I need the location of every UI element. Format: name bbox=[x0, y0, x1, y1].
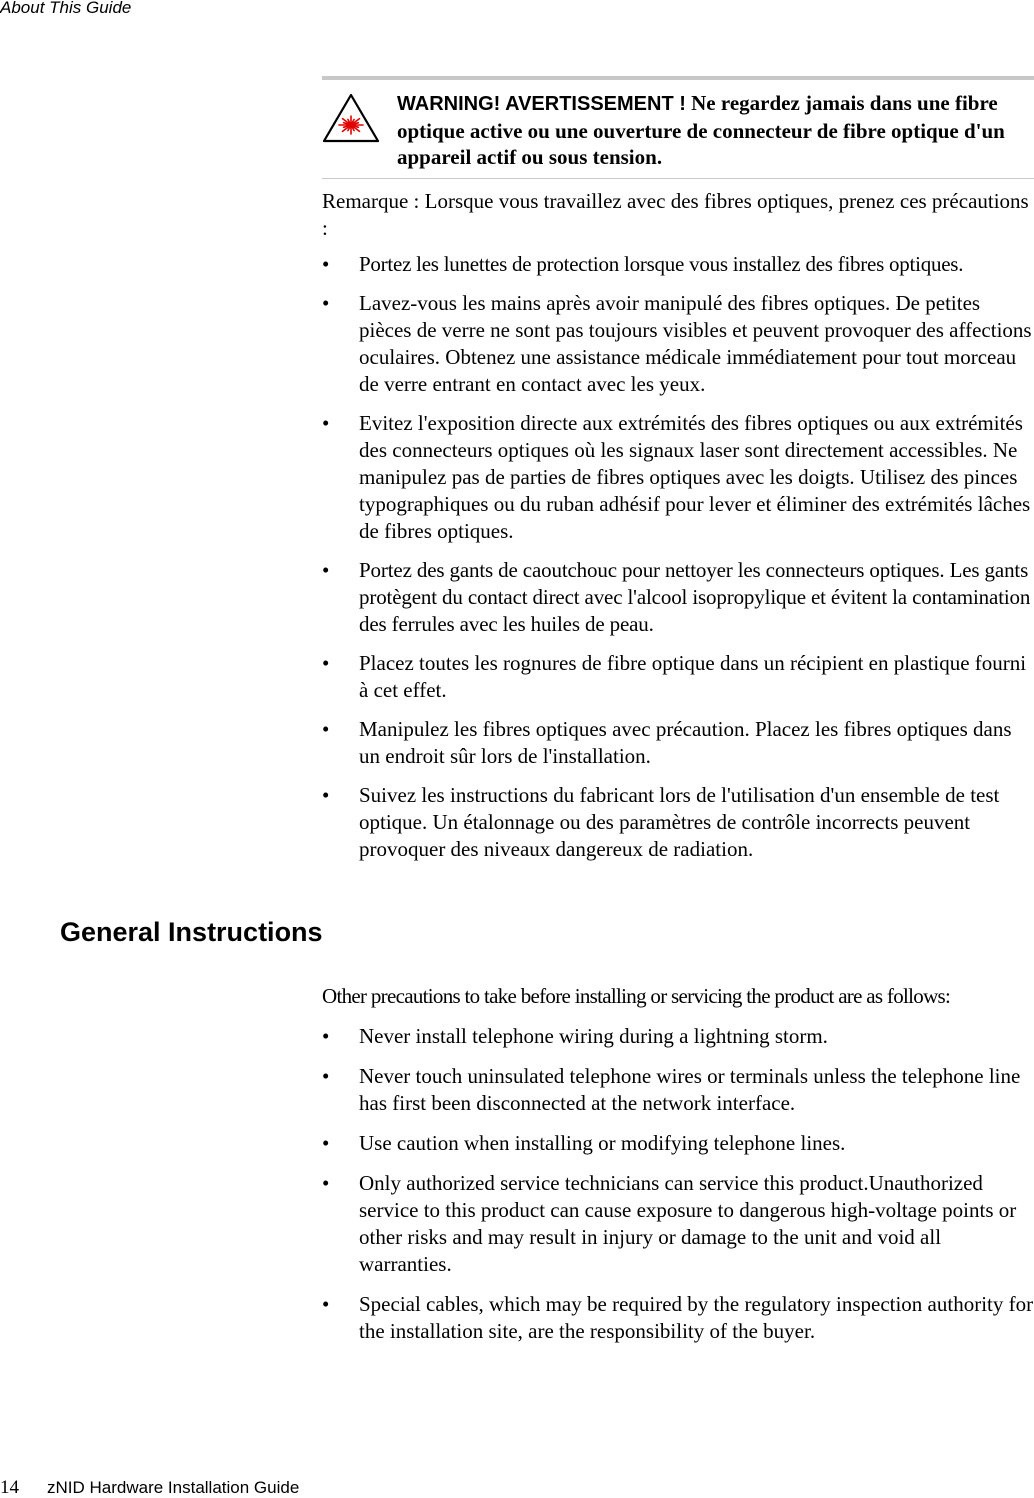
page-footer bbox=[0, 1477, 299, 1498]
bullet-icon: • bbox=[322, 1064, 330, 1088]
list-item-text: Special cables, which may be required by the regulatory inspection authority for the installation site, are the responsibility of the buyer. bbox=[359, 1292, 1034, 1343]
list-item bbox=[322, 557, 1034, 638]
french-precautions bbox=[322, 188, 1034, 863]
list-item bbox=[322, 1291, 1034, 1345]
french-intro: Remarque : Lorsque vous travaillez avec des fibres optiques, prenez ces précautions : bbox=[322, 189, 1029, 240]
list-item-text: Portez des gants de caoutchouc pour nettoyer les connecteurs optiques. Les gants protègent du contact direct avec l'alcool isopropylique et évitent la contamination des ferrules avec les huiles de peau. bbox=[359, 558, 1031, 636]
list-item-text: Evitez l'exposition directe aux extrémités des fibres optiques ou aux extrémités des connecteurs optiques où les signaux laser sont directement accessibles. Ne manipulez pas de parties de fibres optiques avec les doigts. Utilisez des pinces typographiques ou du ruban adhésif pour lever et éliminer des extrémités lâches de fibres optiques. bbox=[359, 411, 1031, 543]
list-item bbox=[322, 290, 1034, 398]
bullet-icon: • bbox=[322, 1292, 330, 1316]
list-item bbox=[322, 650, 1034, 704]
list-item-text: Never touch uninsulated telephone wires or terminals unless the telephone line has first been disconnected at the network interface. bbox=[359, 1064, 1021, 1115]
list-item-text: Never install telephone wiring during a lightning storm. bbox=[359, 1024, 828, 1048]
list-item-text: Only authorized service technicians can service this product.Unauthorized service to this product can cause exposure to dangerous high-voltage points or other risks and may result in injury or damage to the unit and void all warranties. bbox=[359, 1171, 1017, 1276]
page-number: 14 bbox=[0, 1477, 19, 1498]
guide-title: zNID Hardware Installation Guide bbox=[47, 1478, 300, 1497]
bullet-icon: • bbox=[322, 651, 330, 675]
general-precautions bbox=[322, 983, 1034, 1345]
bullet-icon: • bbox=[322, 558, 330, 582]
list-item-text: Use caution when installing or modifying telephone lines. bbox=[359, 1131, 846, 1155]
list-item bbox=[322, 1170, 1034, 1278]
bullet-icon: • bbox=[322, 252, 330, 276]
list-item bbox=[322, 782, 1034, 863]
running-header: About This Guide bbox=[0, 0, 132, 17]
bullet-icon: • bbox=[322, 1024, 330, 1048]
bullet-icon: • bbox=[322, 1171, 330, 1195]
warning-body: Ne regardez jamais dans une fibre optique active ou une ouverture de connecteur de fibre optique d'un appareil actif ou sous tension. bbox=[397, 91, 1005, 169]
list-item-text: Manipulez les fibres optiques avec précaution. Placez les fibres optiques dans un endroit sûr lors de l'installation. bbox=[359, 717, 1012, 768]
bullet-icon: • bbox=[322, 411, 330, 435]
bullet-icon: • bbox=[322, 783, 330, 807]
warning-callout bbox=[322, 76, 1034, 179]
general-bullet-list bbox=[322, 1023, 1034, 1345]
list-item bbox=[322, 1063, 1034, 1117]
french-bullet-list bbox=[322, 251, 1034, 863]
warning-text bbox=[397, 90, 1027, 171]
bullet-icon: • bbox=[322, 1131, 330, 1155]
general-intro: Other precautions to take before installing or servicing the product are as follows: bbox=[322, 984, 951, 1008]
list-item bbox=[322, 410, 1034, 545]
list-item bbox=[322, 1023, 1034, 1050]
laser-warning-icon bbox=[322, 92, 380, 144]
list-item-text: Portez les lunettes de protection lorsque vous installez des fibres optiques. bbox=[359, 252, 964, 276]
list-item bbox=[322, 251, 1034, 278]
section-heading: General Instructions bbox=[60, 917, 323, 947]
list-item bbox=[322, 716, 1034, 770]
bullet-icon: • bbox=[322, 291, 330, 315]
list-item-text: Suivez les instructions du fabricant lors de l'utilisation d'un ensemble de test optique. Un étalonnage ou des paramètres de contrôle incorrects peuvent provoquer des niveaux dangereux de radiation. bbox=[359, 783, 1000, 861]
bullet-icon: • bbox=[322, 717, 330, 741]
list-item-text: Placez toutes les rognures de fibre optique dans un récipient en plastique fourni à cet effet. bbox=[359, 651, 1027, 702]
warning-lead: WARNING! AVERTISSEMENT ! bbox=[397, 93, 686, 115]
list-item-text: Lavez-vous les mains après avoir manipulé des fibres optiques. De petites pièces de verre ne sont pas toujours visibles et peuvent provoquer des affections oculaires. Obtenez une assistance médicale immédiatement pour tout morceau de verre entrant en contact avec les yeux. bbox=[359, 291, 1032, 396]
list-item bbox=[322, 1130, 1034, 1157]
